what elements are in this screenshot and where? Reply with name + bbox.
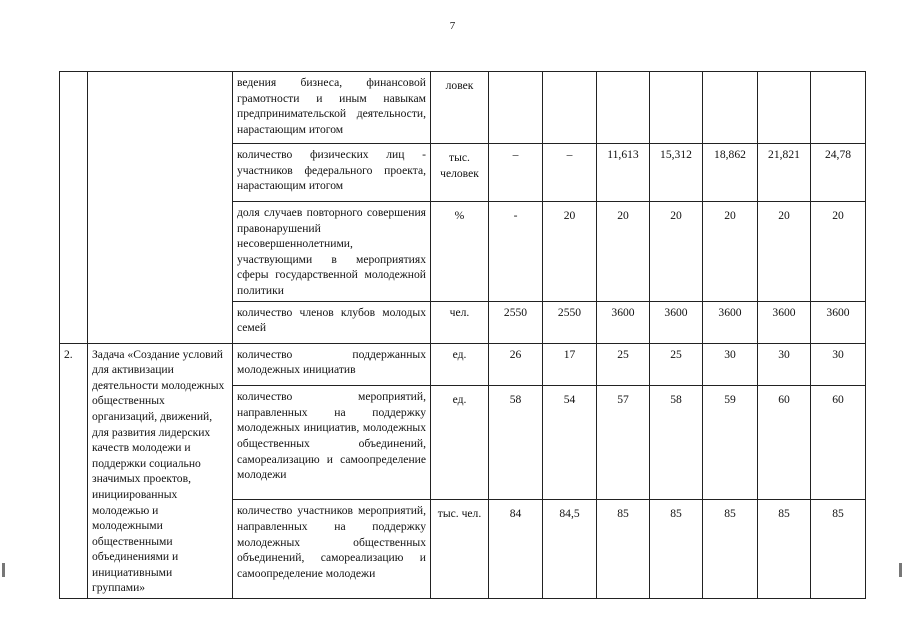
value-cell (703, 72, 758, 144)
value-cell: – (489, 144, 543, 202)
indicator-cell: количество мероприятий, направленных на поддержку молодежных инициатив, молодежных общественных объединений, самореализацию и самоопределение молодежи (233, 386, 431, 500)
value-cell: 3600 (703, 301, 758, 343)
indicator-cell: количество физических лиц - участников федерального проекта, нарастающим итогом (233, 144, 431, 202)
value-cell: 85 (650, 500, 703, 599)
value-cell: 57 (597, 386, 650, 500)
value-cell: 2550 (489, 301, 543, 343)
value-cell: 20 (758, 202, 811, 302)
value-cell (597, 72, 650, 144)
value-cell: 21,821 (758, 144, 811, 202)
value-cell: 59 (703, 386, 758, 500)
value-cell (489, 72, 543, 144)
value-cell: 3600 (597, 301, 650, 343)
value-cell: 3600 (811, 301, 866, 343)
value-cell (650, 72, 703, 144)
unit-cell: тыс. человек (431, 144, 489, 202)
task-description: Задача «Создание условий для активизации деятельности молодежных общественных организаций, движений, для развития лидерских качеств молодежи и поддержки социально значимых проектов, инициированных молодежью и молодежными общественными объединениями и инициативными группами» (88, 343, 233, 599)
value-cell: 54 (543, 386, 597, 500)
indicator-cell: ведения бизнеса, финансовой грамотности и иным навыкам предпринимательской деятельности, нарастающим итогом (233, 72, 431, 144)
value-cell: 3600 (758, 301, 811, 343)
value-cell: 15,312 (650, 144, 703, 202)
value-cell: 84 (489, 500, 543, 599)
value-cell: 3600 (650, 301, 703, 343)
value-cell: 20 (597, 202, 650, 302)
value-cell: 60 (758, 386, 811, 500)
value-cell: 85 (811, 500, 866, 599)
unit-cell: чел. (431, 301, 489, 343)
value-cell: 18,862 (703, 144, 758, 202)
value-cell: 25 (597, 343, 650, 386)
value-cell: 26 (489, 343, 543, 386)
row-number-cell-empty (60, 72, 88, 344)
value-cell: 30 (703, 343, 758, 386)
unit-cell: ед. (431, 386, 489, 500)
unit-cell: ед. (431, 343, 489, 386)
value-cell: 20 (703, 202, 758, 302)
value-cell: 2550 (543, 301, 597, 343)
value-cell: 85 (758, 500, 811, 599)
scan-edge-mark-left (2, 563, 5, 577)
value-cell: – (543, 144, 597, 202)
indicator-cell: доля случаев повторного совершения правонарушений несовершеннолетними, участвующими в мероприятиях сферы государственной молодежной политики (233, 202, 431, 302)
task-cell-empty (88, 72, 233, 344)
page-number: 7 (449, 20, 456, 32)
unit-cell: тыс. чел. (431, 500, 489, 599)
indicators-table (59, 71, 866, 599)
unit-cell: % (431, 202, 489, 302)
indicator-cell: количество членов клубов молодых семей (233, 301, 431, 343)
value-cell: 20 (811, 202, 866, 302)
value-cell: 58 (650, 386, 703, 500)
table-row (60, 72, 866, 144)
value-cell (543, 72, 597, 144)
value-cell: - (489, 202, 543, 302)
value-cell: 30 (758, 343, 811, 386)
value-cell: 25 (650, 343, 703, 386)
unit-cell: ловек (431, 72, 489, 144)
value-cell: 84,5 (543, 500, 597, 599)
indicator-cell: количество поддержанных молодежных инициатив (233, 343, 431, 386)
task-number: 2. (60, 343, 88, 599)
table-row (60, 343, 866, 386)
value-cell: 85 (597, 500, 650, 599)
indicator-cell: количество участников мероприятий, направленных на поддержку молодежных общественных объединений, самореализацию и самоопределение молодежи (233, 500, 431, 599)
value-cell: 58 (489, 386, 543, 500)
value-cell: 60 (811, 386, 866, 500)
value-cell (811, 72, 866, 144)
value-cell: 11,613 (597, 144, 650, 202)
value-cell: 20 (650, 202, 703, 302)
value-cell: 24,78 (811, 144, 866, 202)
value-cell: 85 (703, 500, 758, 599)
value-cell (758, 72, 811, 144)
value-cell: 30 (811, 343, 866, 386)
value-cell: 20 (543, 202, 597, 302)
scan-edge-mark-right (899, 563, 902, 577)
value-cell: 17 (543, 343, 597, 386)
